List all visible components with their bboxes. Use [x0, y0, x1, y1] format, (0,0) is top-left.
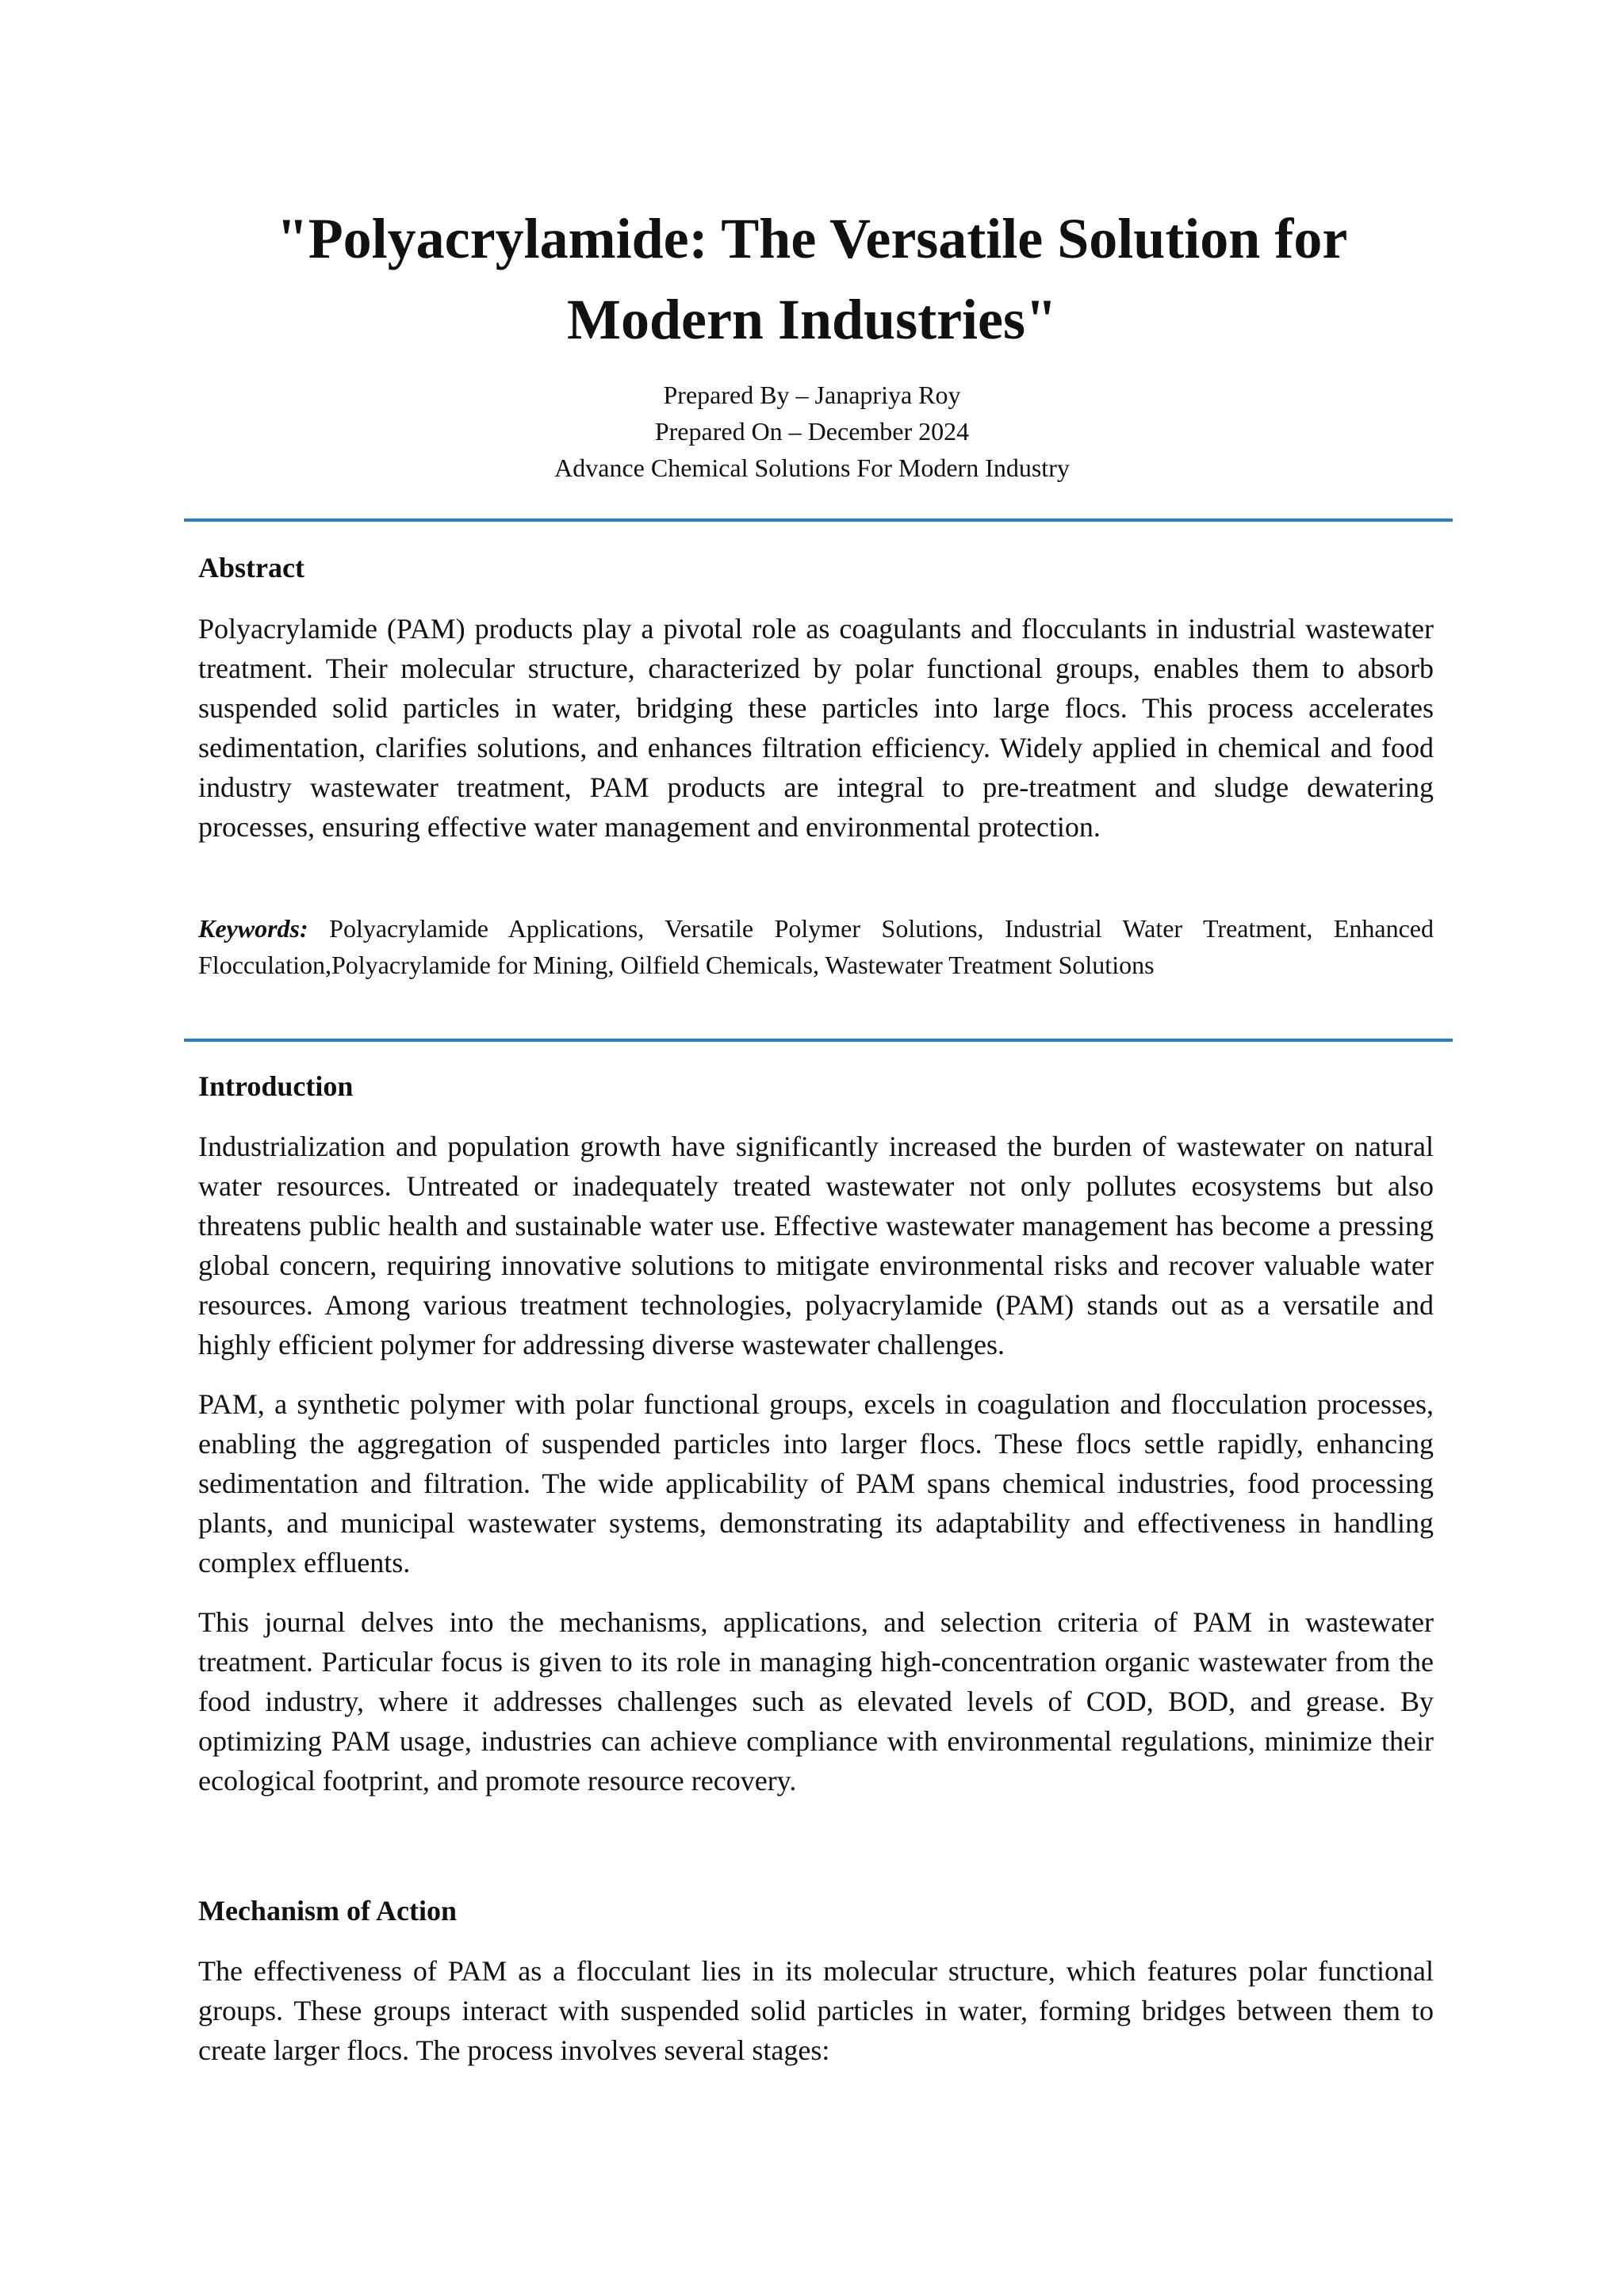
introduction-paragraph-2: PAM, a synthetic polymer with polar functional groups, excels in coagulation and flocculation processes, enabling the aggregation of suspended particles into larger flocs. These flocs settle rapidly, enhancing sedimentation and filtration. The wide applicability of PAM spans chemical industries, food processing plants, and municipal wastewater systems, demonstrating its adaptability and effectiveness in handling complex effluents. [198, 1388, 1434, 1578]
document-title: "Polyacrylamide: The Versatile Solution for Modern Industries" [276, 207, 1348, 351]
prepared-on: Prepared On – December 2024 [654, 417, 970, 446]
section-divider-top [184, 519, 1453, 522]
abstract-heading: Abstract [198, 552, 304, 584]
prepared-by: Prepared By – Janapriya Roy [663, 381, 961, 409]
introduction-heading: Introduction [198, 1070, 354, 1102]
mechanism-text: The effectiveness of PAM as a flocculant lies in its molecular structure, which features polar functional groups. These groups interact with suspended solid particles in water, forming bridges between them to create larger flocs. The process involves several stages: [198, 1955, 1434, 2066]
abstract-text: Polyacrylamide (PAM) products play a pivotal role as coagulants and flocculants in industrial wastewater treatment. Their molecular structure, characterized by polar functional groups, enables them to absorb suspended solid particles in water, bridging these particles into large flocs. This process accelerates sedimentation, clarifies solutions, and enhances filtration efficiency. Widely applied in chemical and food industry wastewater treatment, PAM products are integral to pre-treatment and sludge dewatering processes, ensuring effective water management and environmental protection. [198, 613, 1434, 843]
keywords-text: Polyacrylamide Applications, Versatile Polymer Solutions, Industrial Water Treatment, Enhanced Flocculation,Polyacrylamide for Mining, Oilfield Chemicals, Wastewater Treatment Solutions [198, 914, 1434, 979]
organization: Advance Chemical Solutions For Modern Industry [554, 453, 1070, 482]
keywords-label: Keywords: [198, 914, 308, 943]
keywords [198, 910, 1434, 983]
section-divider-middle [184, 1039, 1453, 1042]
introduction-paragraph-3: This journal delves into the mechanisms, applications, and selection criteria of PAM in wastewater treatment. Particular focus is given to its role in managing high-concentration organic wastewater from the food industry, where it addresses challenges such as elevated levels of COD, BOD, and grease. By optimizing PAM usage, industries can achieve compliance with environmental regulations, minimize their ecological footprint, and promote resource recovery. [198, 1606, 1434, 1797]
introduction-paragraph-1: Industrialization and population growth have significantly increased the burden of wastewater on natural water resources. Untreated or inadequately treated wastewater not only pollutes ecosystems but also threatens public health and sustainable water use. Effective wastewater management has become a pressing global concern, requiring innovative solutions to mitigate environmental risks and recover valuable water resources. Among various treatment technologies, polyacrylamide (PAM) stands out as a versatile and highly efficient polymer for addressing diverse wastewater challenges. [198, 1131, 1434, 1360]
document-meta [198, 377, 1426, 486]
mechanism-heading: Mechanism of Action [198, 1895, 457, 1927]
